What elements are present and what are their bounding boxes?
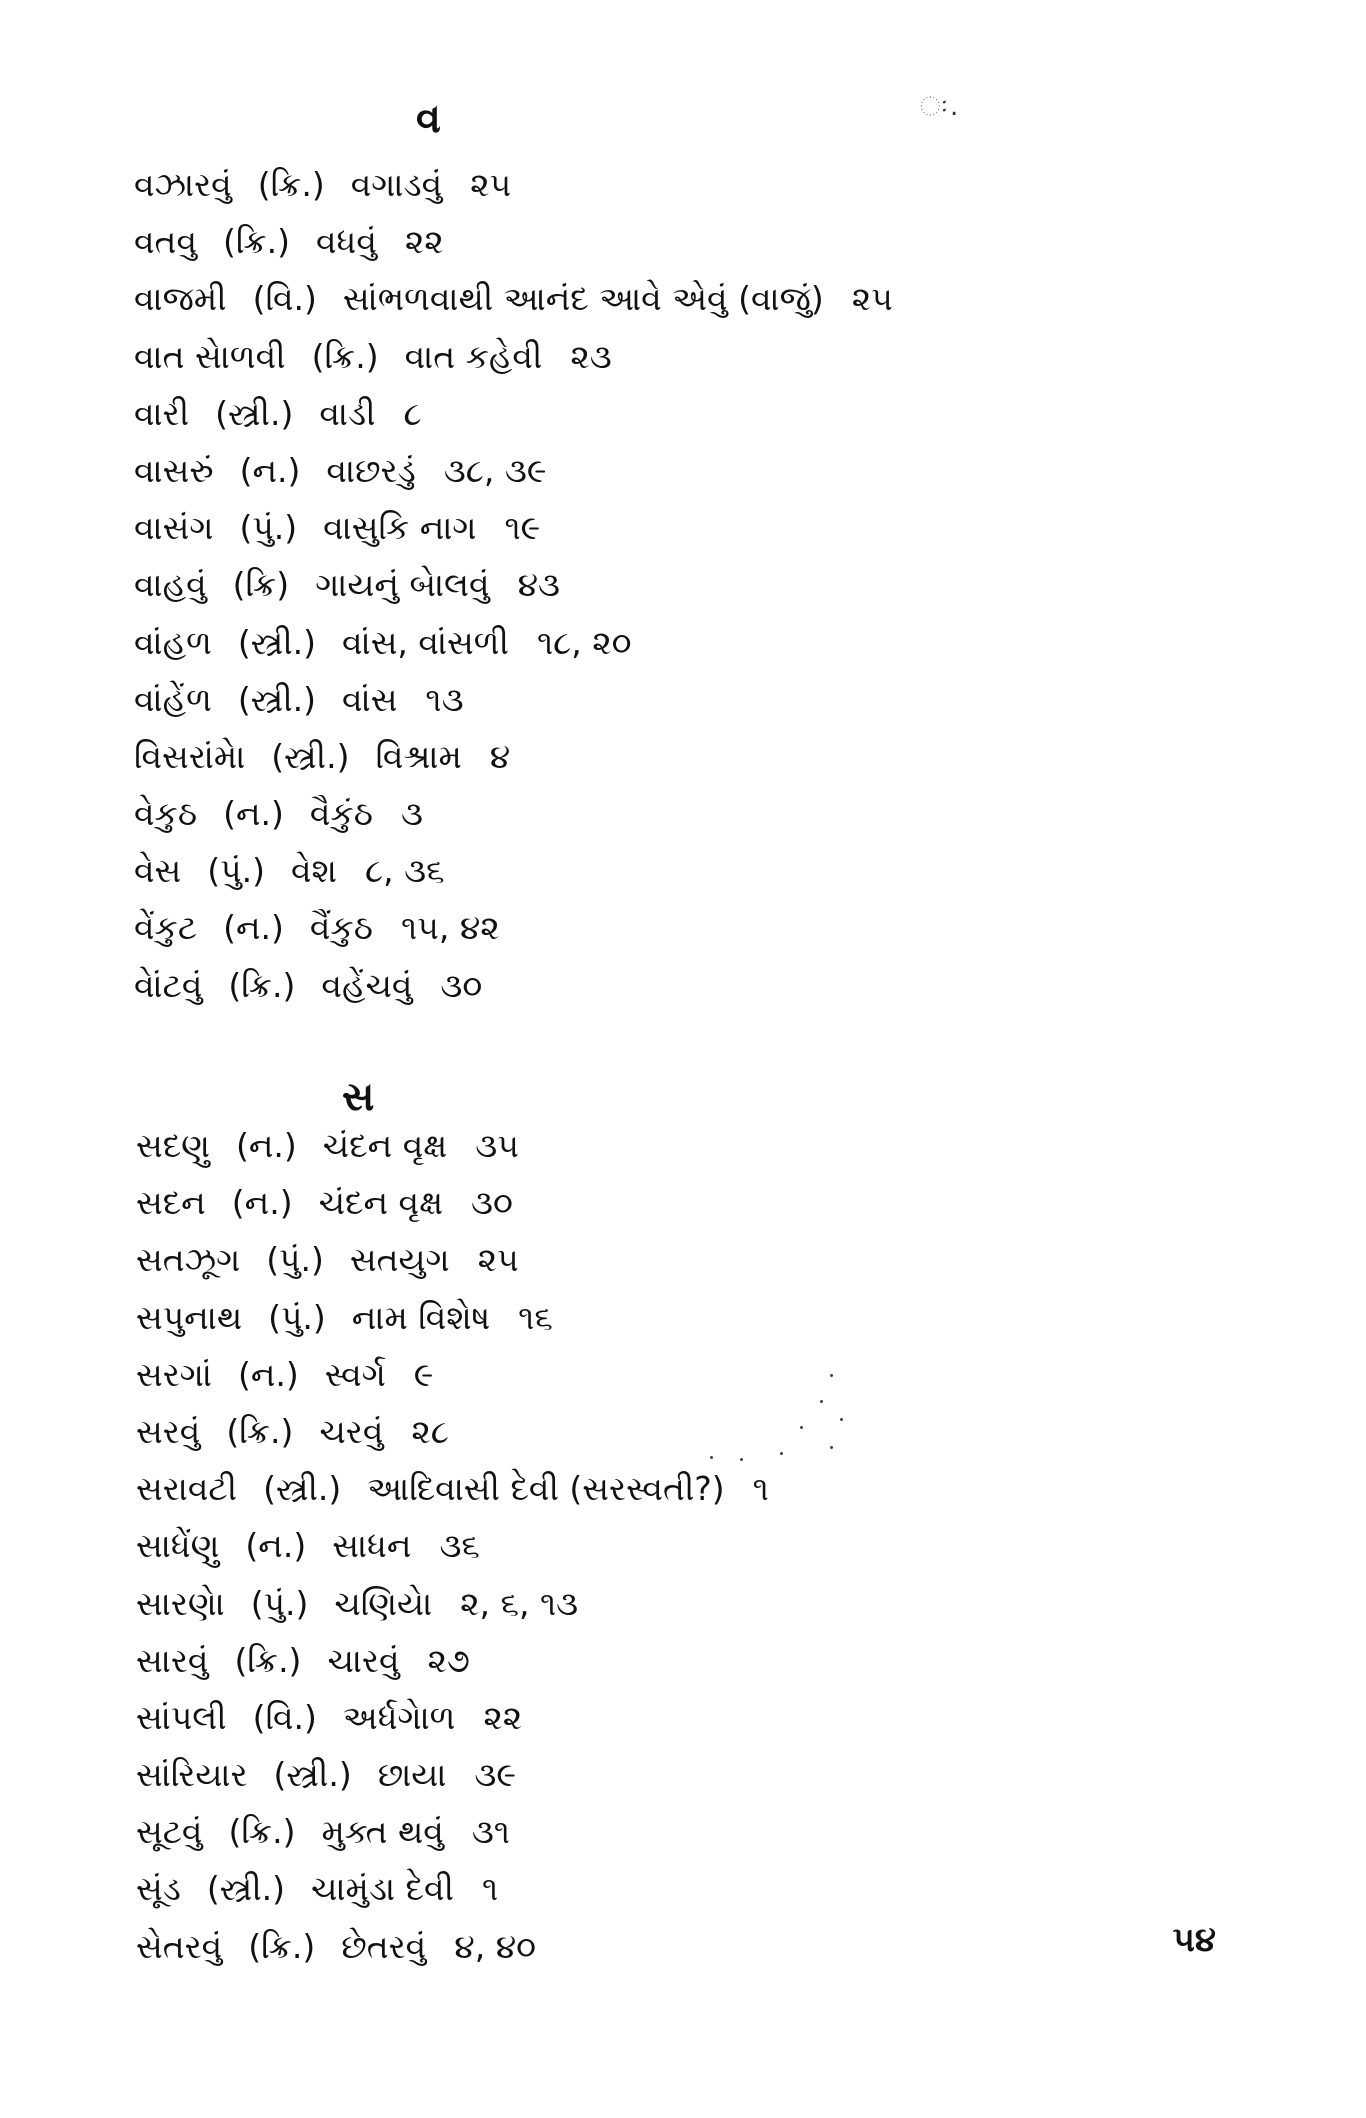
entry-row <box>134 499 893 556</box>
entry-meaning: ચંદન વૃક્ષ <box>322 1126 448 1165</box>
entry-meaning: નામ વિશેષ <box>351 1297 491 1337</box>
entry-word: સૂંડ <box>136 1869 181 1909</box>
entry-pos: (સ્ત્રી.) <box>273 1755 352 1795</box>
entry-pos: (વિ.) <box>252 279 317 319</box>
entry-pos: (ન.) <box>239 450 301 490</box>
entry-refs: ૨૨ <box>483 1697 523 1737</box>
entry-pos: (ન.) <box>223 794 284 834</box>
entry-row <box>134 671 893 728</box>
entry-meaning: વાડી <box>319 393 376 433</box>
entry-meaning: વિશ્રામ <box>375 736 462 776</box>
entry-word: વાસરું <box>134 450 214 490</box>
entry-refs: ૨૫ <box>851 279 893 319</box>
entry-row <box>134 385 893 442</box>
entry-row <box>134 556 893 613</box>
page-number: ૫૪ <box>1172 1920 1216 1960</box>
entry-pos: (ક્રિ.) <box>234 1640 302 1680</box>
entry-meaning: ચરવું <box>319 1411 384 1451</box>
section-heading-va: વ <box>416 96 441 142</box>
entry-word: સપુનાથ <box>136 1297 243 1337</box>
entry-meaning: ગાયનું બેાલવું <box>315 565 490 605</box>
entry-pos: (પું.) <box>239 508 298 548</box>
entry-pos: (ક્રિ) <box>232 565 290 605</box>
entry-meaning: વેશ <box>290 851 337 891</box>
entry-meaning: વધવું <box>316 222 377 262</box>
entry-pos: (પું.) <box>250 1583 309 1623</box>
entry-row <box>136 1403 769 1460</box>
entry-refs: ૨૨ <box>404 222 444 262</box>
entry-refs: ૨૫ <box>470 165 512 204</box>
entry-row <box>136 1460 769 1517</box>
entry-word: સેતરવું <box>136 1926 223 1966</box>
entry-meaning: વહેંચવું <box>321 965 413 1005</box>
entry-word: વેંકુટ <box>134 908 198 948</box>
entry-refs: ૨૩ <box>570 336 612 376</box>
entry-word: સદણુ <box>136 1126 210 1165</box>
entry-word: વેસ <box>134 851 182 891</box>
entry-pos: (સ્ત્રી.) <box>206 1869 286 1909</box>
entry-refs: ૩૦ <box>471 1183 513 1223</box>
entry-row <box>134 614 893 671</box>
entry-pos: (ક્રિ.) <box>248 1926 316 1966</box>
entry-refs: ૪૩ <box>517 565 561 605</box>
entry-meaning: સાધન <box>332 1526 412 1566</box>
entry-row <box>136 1803 769 1860</box>
entry-pos: (ક્રિ.) <box>311 336 379 376</box>
entry-refs: ૩૧ <box>471 1812 510 1852</box>
entry-meaning: ચંદન વૃક્ષ <box>318 1183 444 1223</box>
entry-row <box>134 328 893 385</box>
entry-word: સતઝૂગ <box>136 1240 241 1280</box>
entry-refs: ૧૫, ૪૨ <box>400 908 500 948</box>
entry-row <box>136 1174 769 1231</box>
entry-row <box>136 1517 769 1574</box>
entry-pos: (સ્ત્રી.) <box>237 679 317 719</box>
entry-meaning: વાસુકિ નાગ <box>323 508 477 548</box>
entry-row <box>136 1918 769 1975</box>
entry-row <box>136 1231 769 1288</box>
entry-refs: ૩૯ <box>474 1755 516 1795</box>
entry-row <box>136 1346 769 1403</box>
entry-pos: (સ્ત્રી.) <box>237 622 317 662</box>
entry-meaning: ચણિયેા <box>334 1583 433 1623</box>
entry-refs: ૮, ૩૬ <box>364 851 445 891</box>
entry-pos: (ક્રિ.) <box>228 1812 296 1852</box>
entry-row <box>136 1289 769 1346</box>
entry-pos: (ક્રિ.) <box>257 165 325 204</box>
entry-pos: (ક્રિ.) <box>223 222 290 262</box>
entry-refs: ૩૫ <box>475 1126 519 1165</box>
entry-word: વેકુઠ <box>134 794 198 834</box>
entry-word: વેાંટવું <box>134 965 203 1005</box>
entry-word: વાજમી <box>134 279 227 319</box>
entry-row <box>136 1632 769 1689</box>
entry-refs: ૪ <box>489 736 511 776</box>
entry-meaning: મુક્ત થવું <box>321 1812 444 1852</box>
entry-meaning: વૈકુંઠ <box>309 794 373 834</box>
entry-refs: ૧ <box>752 1469 769 1509</box>
entry-row <box>134 842 893 899</box>
entry-meaning: સાંભળવાથી આનંદ આવે એવું (વાજું) <box>342 279 824 319</box>
entry-refs: ૧૩ <box>425 679 464 719</box>
entry-word: વારી <box>134 393 190 433</box>
entry-word: સારવું <box>136 1640 209 1680</box>
entry-refs: ૩ <box>400 794 423 834</box>
entry-pos: (ન.) <box>235 1126 297 1165</box>
entry-word: વિસરાંમેા <box>134 736 246 776</box>
entry-refs: ૧૮, ૨૦ <box>536 622 632 662</box>
entry-row <box>136 1860 769 1917</box>
entry-refs: ૩૬ <box>439 1526 480 1566</box>
entry-pos: (સ્ત્રી.) <box>263 1469 342 1509</box>
entry-word: સાધેંણુ <box>136 1526 220 1566</box>
entry-meaning: ચામુંડા દેવી <box>311 1869 454 1909</box>
entry-meaning: અર્ધગાેળ <box>342 1697 456 1737</box>
entry-refs: ૩૦ <box>440 965 483 1005</box>
entry-refs: ૩૮, ૩૯ <box>443 450 547 490</box>
entry-word: વતવુ <box>134 222 197 262</box>
entry-refs: ૨૮ <box>411 1411 449 1451</box>
entry-row <box>136 1575 769 1632</box>
entry-word: સાંરિયાર <box>136 1755 248 1795</box>
entry-word: સાંપલી <box>136 1697 227 1737</box>
entry-row <box>134 785 893 842</box>
entry-word: વઝારવું <box>134 165 232 204</box>
entry-word: સદન <box>136 1183 206 1223</box>
corner-mark: ઃ. <box>920 92 961 122</box>
entry-pos: (ન.) <box>231 1183 293 1223</box>
entry-pos: (ન.) <box>245 1526 307 1566</box>
entry-meaning: છેતરવું <box>341 1926 427 1966</box>
entry-meaning: સ્વર્ગ <box>324 1354 386 1394</box>
entry-word: સરવું <box>136 1411 201 1451</box>
entry-pos: (સ્ત્રી.) <box>271 736 350 776</box>
entry-row <box>134 728 893 785</box>
entry-row <box>134 442 893 499</box>
entry-row <box>136 1117 769 1174</box>
entry-refs: ૯ <box>413 1354 434 1394</box>
entry-refs: ૮ <box>403 393 422 433</box>
entry-meaning: વાછરડું <box>326 450 416 490</box>
entry-meaning: ચારવું <box>327 1640 400 1680</box>
entry-refs: ૨, ૬, ૧૩ <box>460 1583 579 1623</box>
section-va-entries <box>134 156 893 1014</box>
entry-word: વાંહળ <box>134 622 212 662</box>
entry-row <box>134 270 893 327</box>
entry-refs: ૪, ૪૦ <box>454 1926 537 1966</box>
entry-meaning: છાયા <box>377 1755 447 1795</box>
entry-meaning: વૈંકુઠ <box>309 908 373 948</box>
entry-pos: (ક્રિ.) <box>226 1411 294 1451</box>
entry-row <box>134 213 893 270</box>
entry-meaning: વાંસ, વાંસળી <box>342 622 509 662</box>
print-specks <box>680 1360 850 1470</box>
entry-refs: ૧ <box>481 1869 499 1909</box>
entry-word: સરાવટી <box>136 1469 238 1509</box>
entry-pos: (ન.) <box>223 908 284 948</box>
entry-word: સરગાં <box>136 1354 212 1394</box>
entry-row <box>134 899 893 956</box>
entry-word: સૂટવું <box>136 1812 203 1852</box>
entry-word: વાત સેાળવી <box>134 336 286 376</box>
entry-pos: (ક્રિ.) <box>228 965 296 1005</box>
entry-row <box>134 156 893 213</box>
entry-meaning: વાંસ <box>342 679 398 719</box>
entry-word: સારણેા <box>136 1583 225 1623</box>
section-sa-entries <box>136 1117 769 1975</box>
entry-meaning: વગાડવું <box>350 165 443 204</box>
entry-refs: ૧૯ <box>504 508 541 548</box>
entry-meaning: આદિવાસી દેવી (સરસ્વતી?) <box>367 1469 725 1509</box>
entry-pos: (ન.) <box>237 1354 299 1394</box>
entry-meaning: સતયુગ <box>349 1240 450 1280</box>
entry-row <box>136 1689 769 1746</box>
entry-pos: (સ્ત્રી.) <box>215 393 294 433</box>
entry-refs: ૨૫ <box>477 1240 519 1280</box>
entry-refs: ૨૭ <box>427 1640 470 1680</box>
entry-row <box>136 1746 769 1803</box>
entry-word: વાસંગ <box>134 508 214 548</box>
entry-pos: (પું.) <box>207 851 265 891</box>
entry-meaning: વાત કહેવી <box>404 336 543 376</box>
entry-pos: (વિ.) <box>252 1697 317 1737</box>
entry-row <box>134 957 893 1014</box>
entry-pos: (પું.) <box>268 1297 326 1337</box>
entry-word: વાહવું <box>134 565 207 605</box>
section-heading-sa: સ <box>342 1074 375 1120</box>
entry-word: વાંહેંળ <box>134 679 212 719</box>
entry-refs: ૧૬ <box>518 1297 553 1337</box>
entry-pos: (પું.) <box>266 1240 324 1280</box>
